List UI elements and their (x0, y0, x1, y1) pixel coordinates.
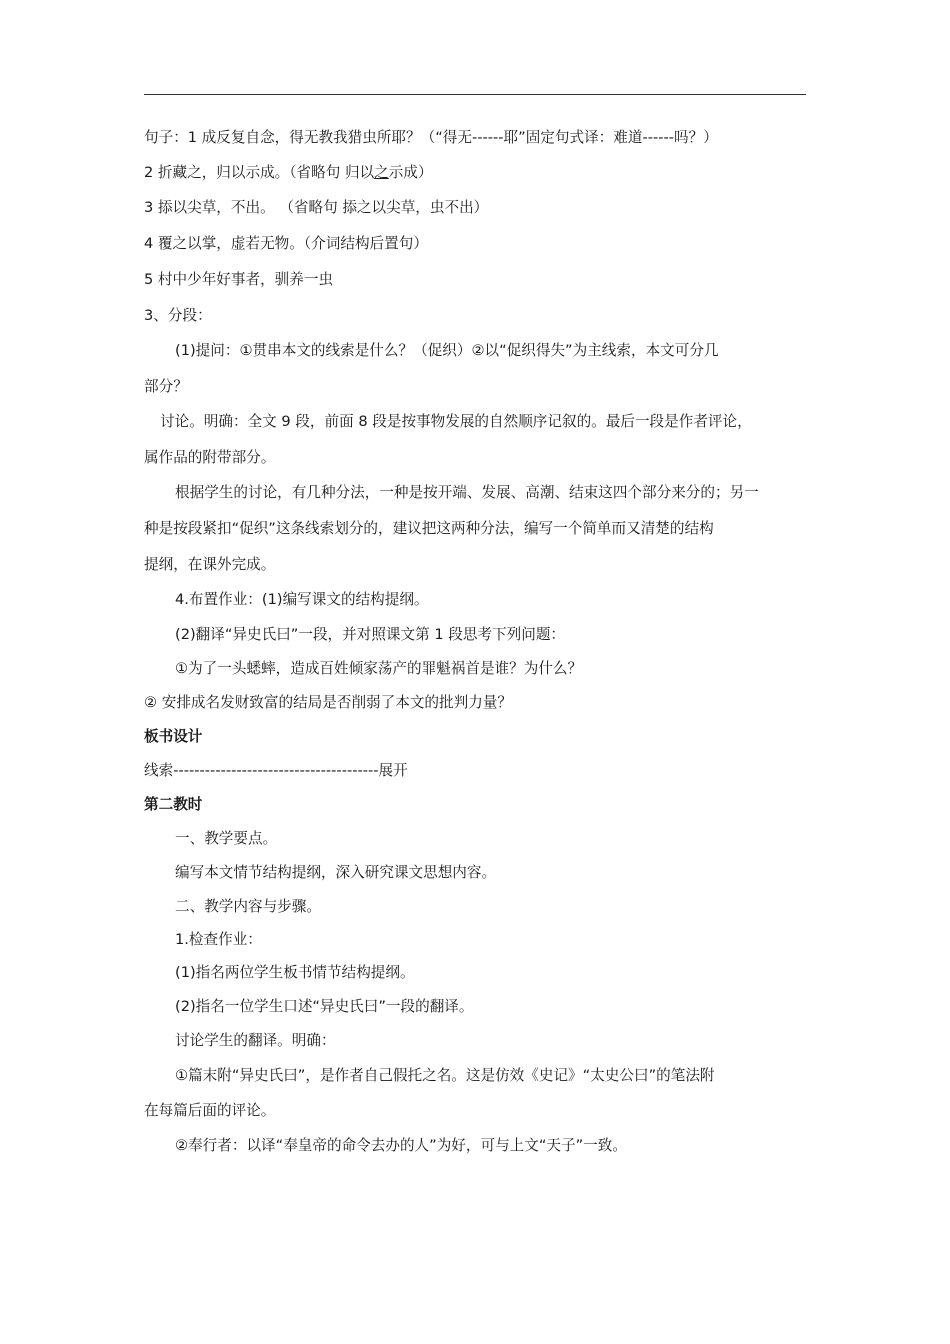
text-line: 部分？ (144, 378, 188, 395)
text-line: 根据学生的讨论，有几种分法，一种是按开端、发展、高潮、结束这四个部分来分的；另一 (175, 484, 759, 501)
text-line: 2 折藏之，归以示成。（省略句 归以之示成） (144, 164, 433, 181)
text-line: 4.布置作业：(1)编写课文的结构提纲。 (175, 591, 429, 608)
text-line: 编写本文情节结构提纲，深入研究课文思想内容。 (175, 864, 497, 881)
text-line: 1.检查作业： (175, 931, 262, 948)
header-rule (144, 94, 806, 95)
text-line: 3 掭以尖草，不出。 （省略句 掭之以尖草，虫不出） (144, 199, 489, 216)
section-heading: 板书设计 (144, 728, 203, 745)
text-line: 二、教学内容与步骤。 (175, 898, 321, 915)
text-line: ② 安排成名发财致富的结局是否削弱了本文的批判力量？ (144, 694, 512, 711)
text-line: 4 覆之以掌，虚若无物。（介词结构后置句） (144, 235, 428, 252)
section-heading: 3、分段： (144, 307, 212, 324)
section-heading: 第二教时 (144, 796, 203, 813)
text-line: 提纲，在课外完成。 (144, 556, 276, 573)
text-line: (2)指名一位学生口述“异史氏曰”一段的翻译。 (175, 998, 474, 1015)
text-line: 种是按段紧扣“促织”这条线索划分的，建议把这两种分法，编写一个简单而又清楚的结构 (144, 520, 714, 537)
text-line: (1)提问：①贯串本文的线索是什么？（促织）②以“促织得失”为主线索，本文可分几 (175, 342, 719, 359)
text-line: ①篇末附“异史氏曰”，是作者自己假托之名。这是仿效《史记》“太史公曰”的笔法附 (175, 1067, 715, 1084)
text-line: (2)翻译“异史氏曰”一段，并对照课文第 1 段思考下列问题： (175, 626, 566, 643)
text-line: 讨论学生的翻译。明确： (175, 1032, 336, 1049)
text-line: ①为了一头蟋蟀，造成百姓倾家荡产的罪魁祸首是谁？为什么？ (175, 660, 583, 677)
text-line: (1)指名两位学生板书情节结构提纲。 (175, 964, 415, 981)
text-line: 句子：1 成反复自念，得无教我猎虫所耶？（“得无------耶”固定句式译：难道------吗？） (144, 129, 718, 146)
text-line: 5 村中少年好事者，驯养一虫 (144, 271, 334, 288)
text-line: 讨论。明确：全文 9 段，前面 8 段是按事物发展的自然顺序记叙的。最后一段是作者评论， (160, 413, 752, 430)
text-line: 一、教学要点。 (175, 830, 278, 847)
text-line: ②奉行者：以译“奉皇帝的命令去办的人”为好，可与上文“天子”一致。 (175, 1137, 627, 1154)
text-line: 属作品的附带部分。 (144, 449, 276, 466)
text-line: 在每篇后面的评论。 (144, 1102, 276, 1119)
text-line: 线索---------------------------------------展开 (144, 762, 408, 779)
